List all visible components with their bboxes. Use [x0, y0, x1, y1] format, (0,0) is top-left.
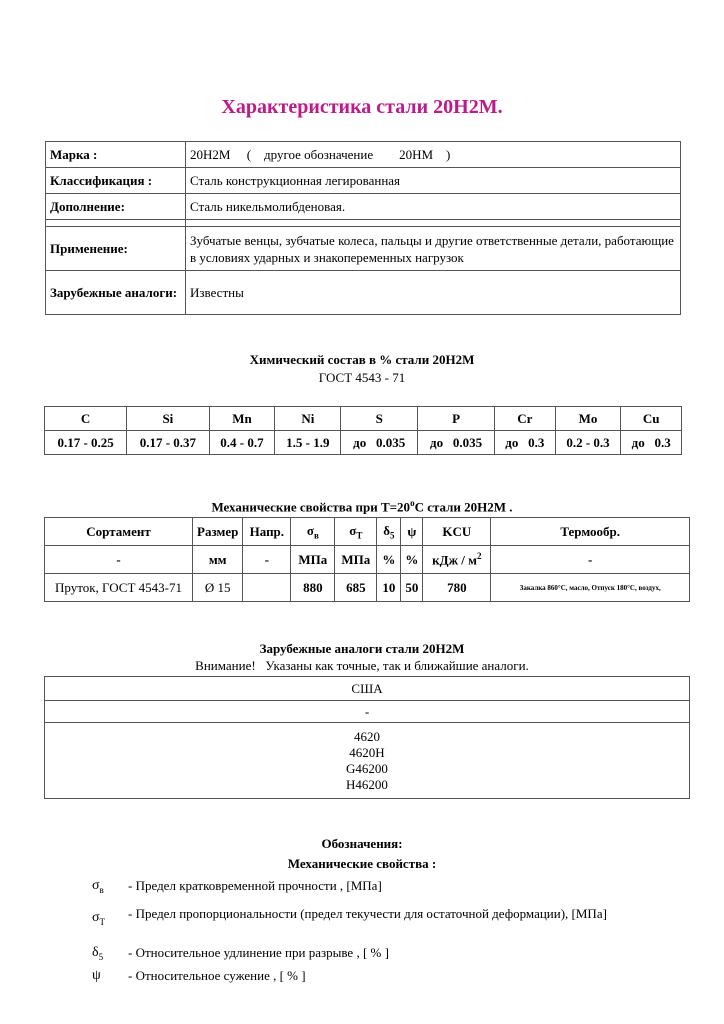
chem-value: 0.17 - 0.37 — [127, 431, 209, 455]
chem-header: C — [45, 407, 127, 431]
h-delta5: $\delta_5$ — [377, 518, 401, 546]
r-size: Ø 15 — [193, 574, 243, 602]
r-sigma-t: 685 — [335, 574, 377, 602]
analog-item: 4620 — [354, 728, 380, 744]
u-sigma-v: МПа — [291, 546, 335, 574]
legend-row-sigma-v — [92, 878, 632, 898]
analog-note: Внимание! Указаны как точные, так и ближайшие аналоги. — [195, 658, 529, 673]
chem-header: Cu — [621, 407, 682, 431]
addition-label: Дополнение: — [46, 194, 186, 220]
chem-value: 0.4 - 0.7 — [209, 431, 275, 455]
analog-item: G46200 — [346, 760, 388, 776]
h-psi: ψ — [401, 518, 423, 546]
foreign-label: Зарубежные аналоги: — [46, 271, 186, 315]
chem-header: S — [341, 407, 418, 431]
mech-title: Механические свойства при $Т=20^oС$ стали 20Н2М . — [211, 498, 513, 515]
u-heat: - — [491, 546, 690, 574]
marka-value: 20Н2М ( другое обозначение 20НМ ) — [186, 142, 681, 168]
usage-value: Зубчатые венцы, зубчатые колеса, пальцы и другие ответственные детали, работающие в условиях ударных и знакопеременных нагрузок — [186, 227, 681, 271]
analog-table — [44, 676, 690, 799]
r-direction — [243, 574, 291, 602]
u-sortament: - — [45, 546, 193, 574]
analog-list — [45, 723, 690, 799]
h-sortament: Сортамент — [45, 518, 193, 546]
chem-table — [44, 406, 682, 455]
r-psi: 50 — [401, 574, 423, 602]
chem-value: до 0.3 — [495, 431, 556, 455]
chem-header: Si — [127, 407, 209, 431]
chem-value: до 0.3 — [621, 431, 682, 455]
h-kcu: KCU — [423, 518, 491, 546]
chem-value: 1.5 - 1.9 — [275, 431, 341, 455]
u-psi: % — [401, 546, 423, 574]
legend-text-delta5: - Относительное удлинение при разрыве , [ % ] — [128, 945, 389, 960]
h-sigma-v: $\sigma_в$ — [291, 518, 335, 546]
chem-header: Mo — [555, 407, 621, 431]
chem-value: 0.17 - 0.25 — [45, 431, 127, 455]
summary-table — [45, 141, 681, 315]
marka-label: Марка : — [46, 142, 186, 168]
legend-text-sigma-v: - Предел кратковременной прочности , [МПа] — [128, 878, 382, 893]
analog-item: 4620H — [349, 744, 385, 760]
r-sigma-v: 880 — [291, 574, 335, 602]
u-direction: - — [243, 546, 291, 574]
legend-subtitle: Механические свойства : — [287, 856, 437, 871]
analog-item: H46200 — [346, 776, 388, 792]
legend-sym-psi: ψ — [92, 968, 101, 983]
page-title: Характеристика стали 20Н2М. — [221, 96, 503, 118]
u-sigma-t: МПа — [335, 546, 377, 574]
r-sortament: Пруток, ГОСТ 4543-71 — [45, 574, 193, 602]
legend-row-delta5 — [92, 945, 632, 965]
foreign-value: Известны — [186, 271, 681, 315]
u-kcu: кДж / $м^2$ — [423, 546, 491, 574]
addition-value: Сталь никельмолибденовая. — [186, 194, 681, 220]
analog-country: США — [45, 677, 690, 701]
chem-gost: ГОСТ 4543 - 71 — [318, 370, 406, 385]
legend-title: Обозначения: — [321, 836, 403, 851]
r-heat: Закалка 860°C, масло, Отпуск 180°C, воздух, — [491, 574, 690, 602]
h-sigma-t: $\sigma_T$ — [335, 518, 377, 546]
u-delta5: % — [377, 546, 401, 574]
h-heat: Термообр. — [491, 518, 690, 546]
h-direction: Напр. — [243, 518, 291, 546]
legend-sym-delta5: $\delta_5$ — [92, 945, 104, 962]
legend-row-sigma-t — [92, 906, 632, 940]
chem-header: Cr — [495, 407, 556, 431]
analog-dash: - — [45, 701, 690, 723]
u-size: мм — [193, 546, 243, 574]
chem-header: Ni — [275, 407, 341, 431]
mech-table — [44, 517, 690, 602]
legend-row-psi — [92, 968, 632, 988]
legend-text-sigma-t: - Предел пропорциональности (предел текучести для остаточной деформации), [МПа] — [128, 906, 607, 921]
r-kcu: 780 — [423, 574, 491, 602]
chem-header: P — [418, 407, 495, 431]
class-value: Сталь конструкционная легированная — [186, 168, 681, 194]
chem-value: до 0.035 — [341, 431, 418, 455]
chem-value: 0.2 - 0.3 — [555, 431, 621, 455]
analog-title: Зарубежные аналоги стали 20Н2М — [259, 641, 465, 656]
chem-title: Химический состав в % стали 20Н2М — [249, 352, 475, 367]
chem-value: до 0.035 — [418, 431, 495, 455]
r-delta5: 10 — [377, 574, 401, 602]
class-label: Классификация : — [46, 168, 186, 194]
legend-sym-sigma-t: $\sigma_T$ — [92, 910, 106, 927]
legend-sym-sigma-v: $\sigma_в$ — [92, 878, 104, 895]
legend-text-psi: - Относительное сужение , [ % ] — [128, 968, 306, 983]
usage-label: Применение: — [46, 227, 186, 271]
h-size: Размер — [193, 518, 243, 546]
chem-header: Mn — [209, 407, 275, 431]
